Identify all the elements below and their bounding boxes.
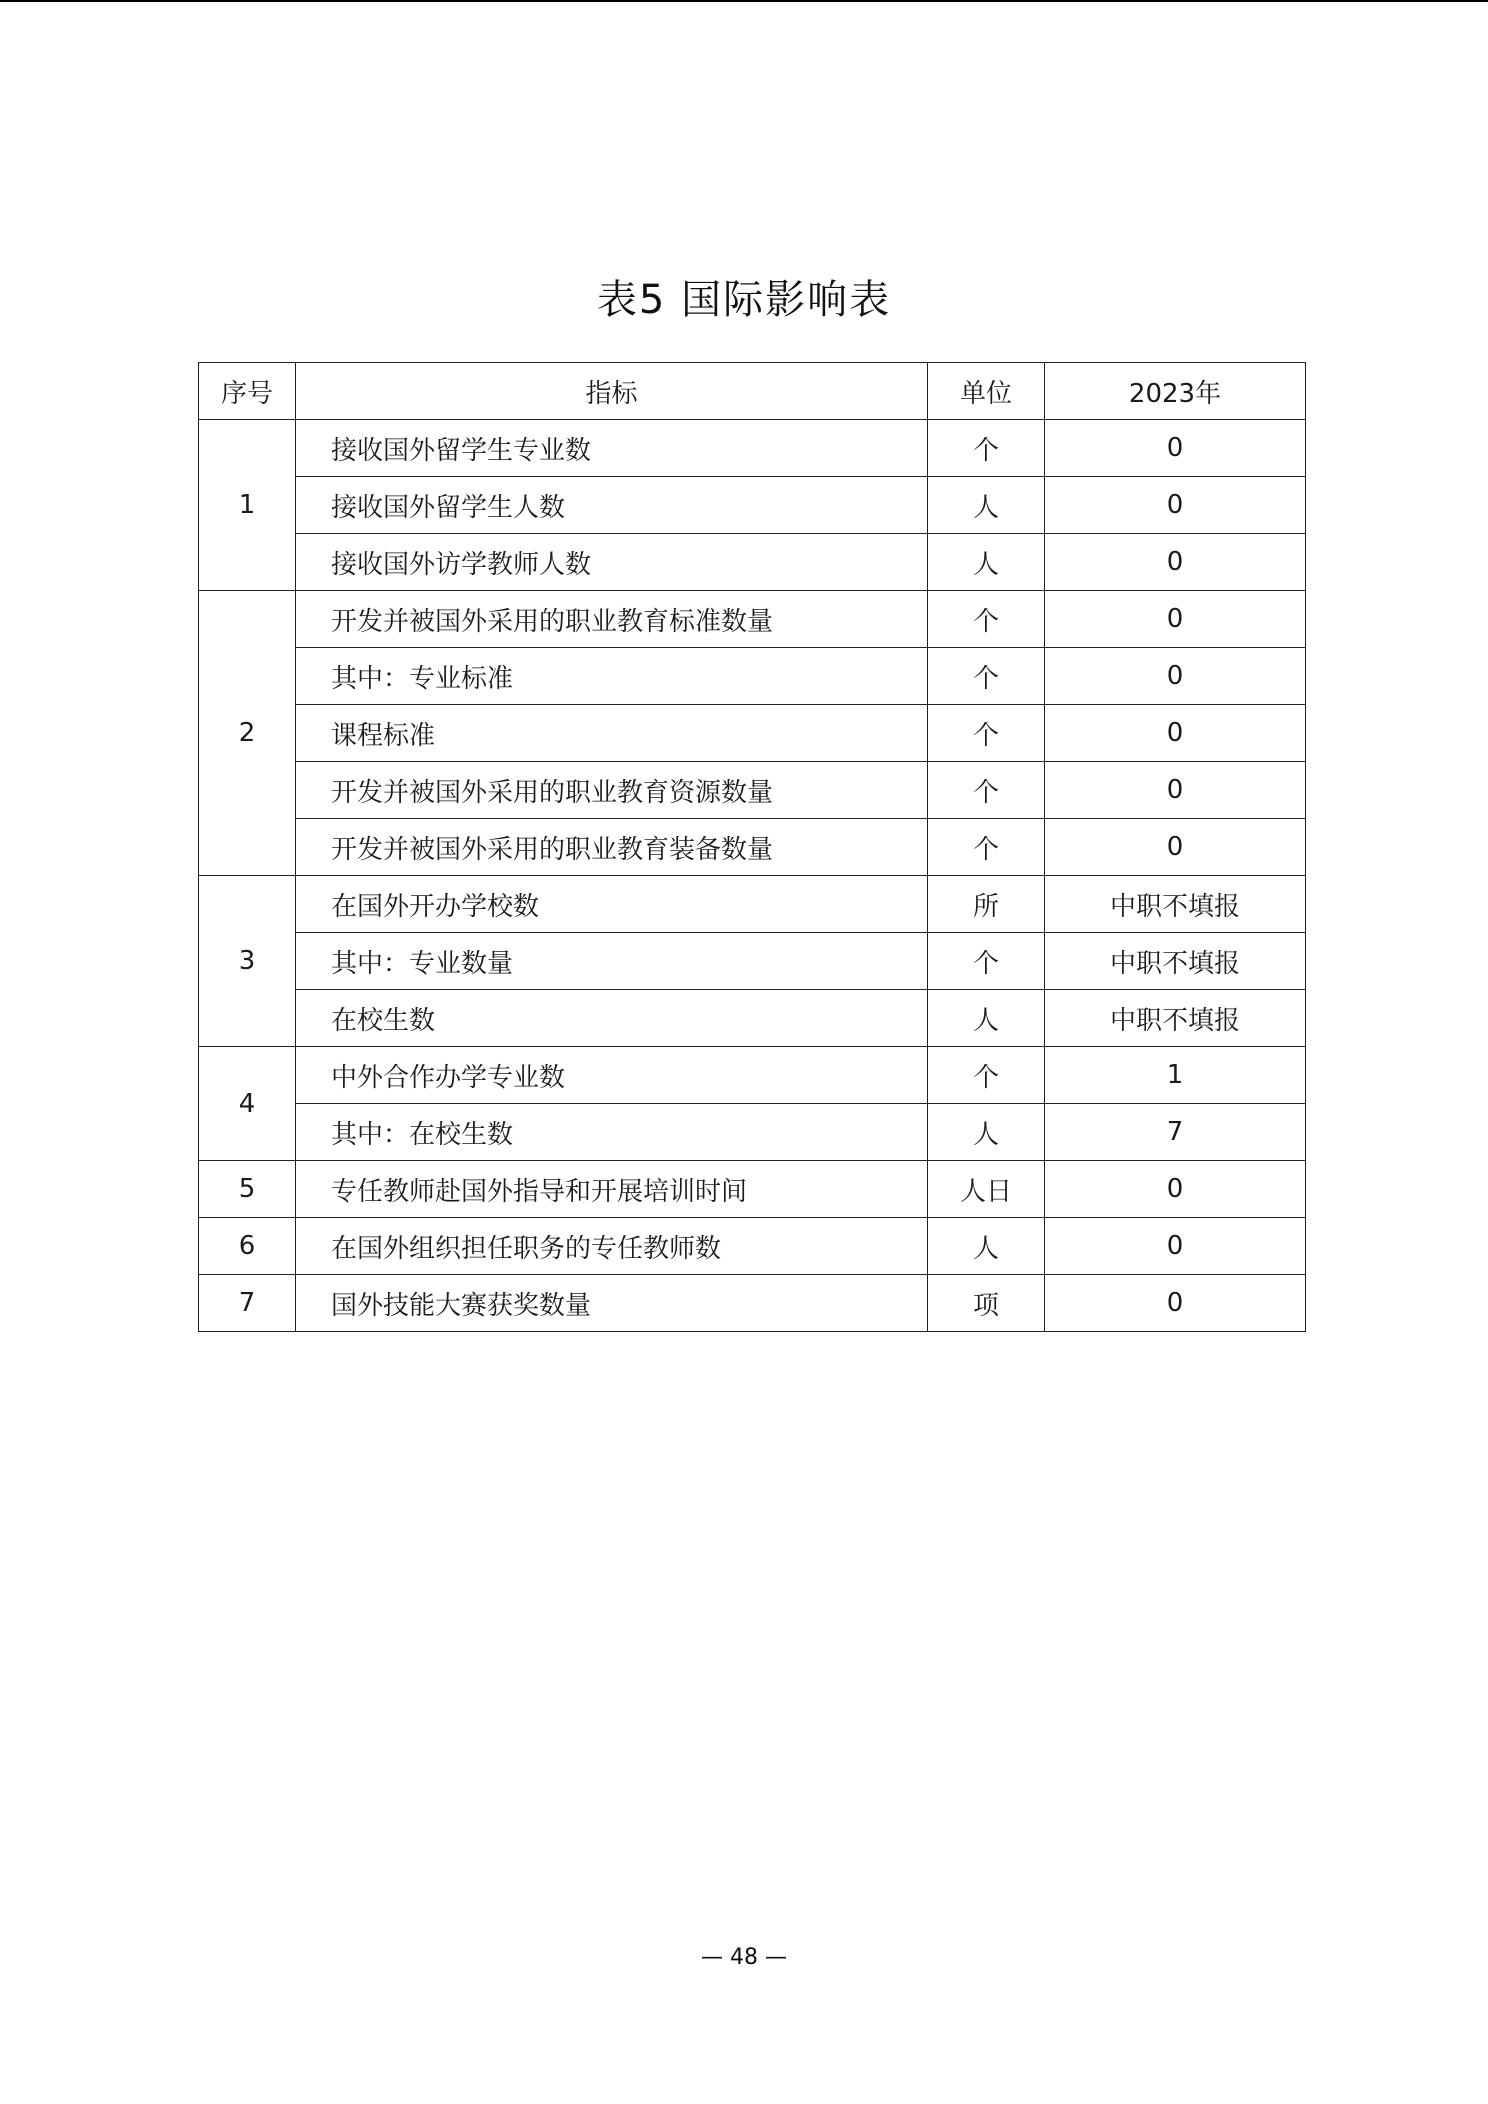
top-border-line <box>0 0 1488 2</box>
seq-cell: 1 <box>199 420 296 591</box>
value-cell: 0 <box>1045 534 1306 591</box>
table-row <box>199 819 1306 876</box>
table-header-row <box>199 363 1306 420</box>
table-row <box>199 705 1306 762</box>
unit-cell: 个 <box>928 933 1045 990</box>
seq-cell: 6 <box>199 1218 296 1275</box>
unit-cell: 个 <box>928 648 1045 705</box>
unit-cell: 所 <box>928 876 1045 933</box>
indicator-cell: 在国外组织担任职务的专任教师数 <box>296 1218 928 1275</box>
table-row <box>199 420 1306 477</box>
indicator-cell: 课程标准 <box>296 705 928 762</box>
value-cell: 中职不填报 <box>1045 876 1306 933</box>
indicator-cell: 在校生数 <box>296 990 928 1047</box>
value-cell: 0 <box>1045 1275 1306 1332</box>
indicator-cell: 开发并被国外采用的职业教育资源数量 <box>296 762 928 819</box>
indicator-cell: 专任教师赴国外指导和开展培训时间 <box>296 1161 928 1218</box>
header-unit: 单位 <box>928 363 1045 420</box>
indicator-cell: 接收国外留学生人数 <box>296 477 928 534</box>
indicator-cell: 国外技能大赛获奖数量 <box>296 1275 928 1332</box>
indicator-cell: 其中：专业标准 <box>296 648 928 705</box>
unit-cell: 个 <box>928 705 1045 762</box>
indicator-cell: 接收国外访学教师人数 <box>296 534 928 591</box>
value-cell: 0 <box>1045 762 1306 819</box>
unit-cell: 个 <box>928 591 1045 648</box>
value-cell: 0 <box>1045 477 1306 534</box>
unit-cell: 个 <box>928 420 1045 477</box>
unit-cell: 个 <box>928 819 1045 876</box>
table-row <box>199 1161 1306 1218</box>
unit-cell: 项 <box>928 1275 1045 1332</box>
value-cell: 中职不填报 <box>1045 990 1306 1047</box>
indicator-cell: 在国外开办学校数 <box>296 876 928 933</box>
indicator-cell: 中外合作办学专业数 <box>296 1047 928 1104</box>
indicator-cell: 其中：在校生数 <box>296 1104 928 1161</box>
table-row <box>199 591 1306 648</box>
value-cell: 0 <box>1045 591 1306 648</box>
table-row <box>199 534 1306 591</box>
header-year: 2023年 <box>1045 363 1306 420</box>
unit-cell: 个 <box>928 762 1045 819</box>
seq-cell: 5 <box>199 1161 296 1218</box>
unit-cell: 人 <box>928 1104 1045 1161</box>
value-cell: 0 <box>1045 420 1306 477</box>
table-row <box>199 1104 1306 1161</box>
unit-cell: 人日 <box>928 1161 1045 1218</box>
page-number: — 48 — <box>701 1945 787 1970</box>
seq-cell: 3 <box>199 876 296 1047</box>
table-row <box>199 1047 1306 1104</box>
unit-cell: 个 <box>928 1047 1045 1104</box>
value-cell: 0 <box>1045 1161 1306 1218</box>
table-row <box>199 762 1306 819</box>
seq-cell: 7 <box>199 1275 296 1332</box>
value-cell: 0 <box>1045 705 1306 762</box>
seq-cell: 2 <box>199 591 296 876</box>
header-indicator: 指标 <box>296 363 928 420</box>
page-title: 表5 国际影响表 <box>596 277 892 323</box>
table-row <box>199 477 1306 534</box>
seq-cell: 4 <box>199 1047 296 1161</box>
value-cell: 0 <box>1045 648 1306 705</box>
unit-cell: 人 <box>928 534 1045 591</box>
table-row <box>199 1275 1306 1332</box>
value-cell: 0 <box>1045 819 1306 876</box>
indicator-cell: 其中：专业数量 <box>296 933 928 990</box>
table-row <box>199 933 1306 990</box>
header-seq: 序号 <box>199 363 296 420</box>
value-cell: 7 <box>1045 1104 1306 1161</box>
unit-cell: 人 <box>928 990 1045 1047</box>
unit-cell: 人 <box>928 1218 1045 1275</box>
table-row <box>199 876 1306 933</box>
indicator-cell: 接收国外留学生专业数 <box>296 420 928 477</box>
indicator-cell: 开发并被国外采用的职业教育标准数量 <box>296 591 928 648</box>
table-row <box>199 1218 1306 1275</box>
international-influence-table <box>198 362 1306 1332</box>
table-row <box>199 990 1306 1047</box>
unit-cell: 人 <box>928 477 1045 534</box>
value-cell: 中职不填报 <box>1045 933 1306 990</box>
value-cell: 0 <box>1045 1218 1306 1275</box>
value-cell: 1 <box>1045 1047 1306 1104</box>
table-row <box>199 648 1306 705</box>
indicator-cell: 开发并被国外采用的职业教育装备数量 <box>296 819 928 876</box>
